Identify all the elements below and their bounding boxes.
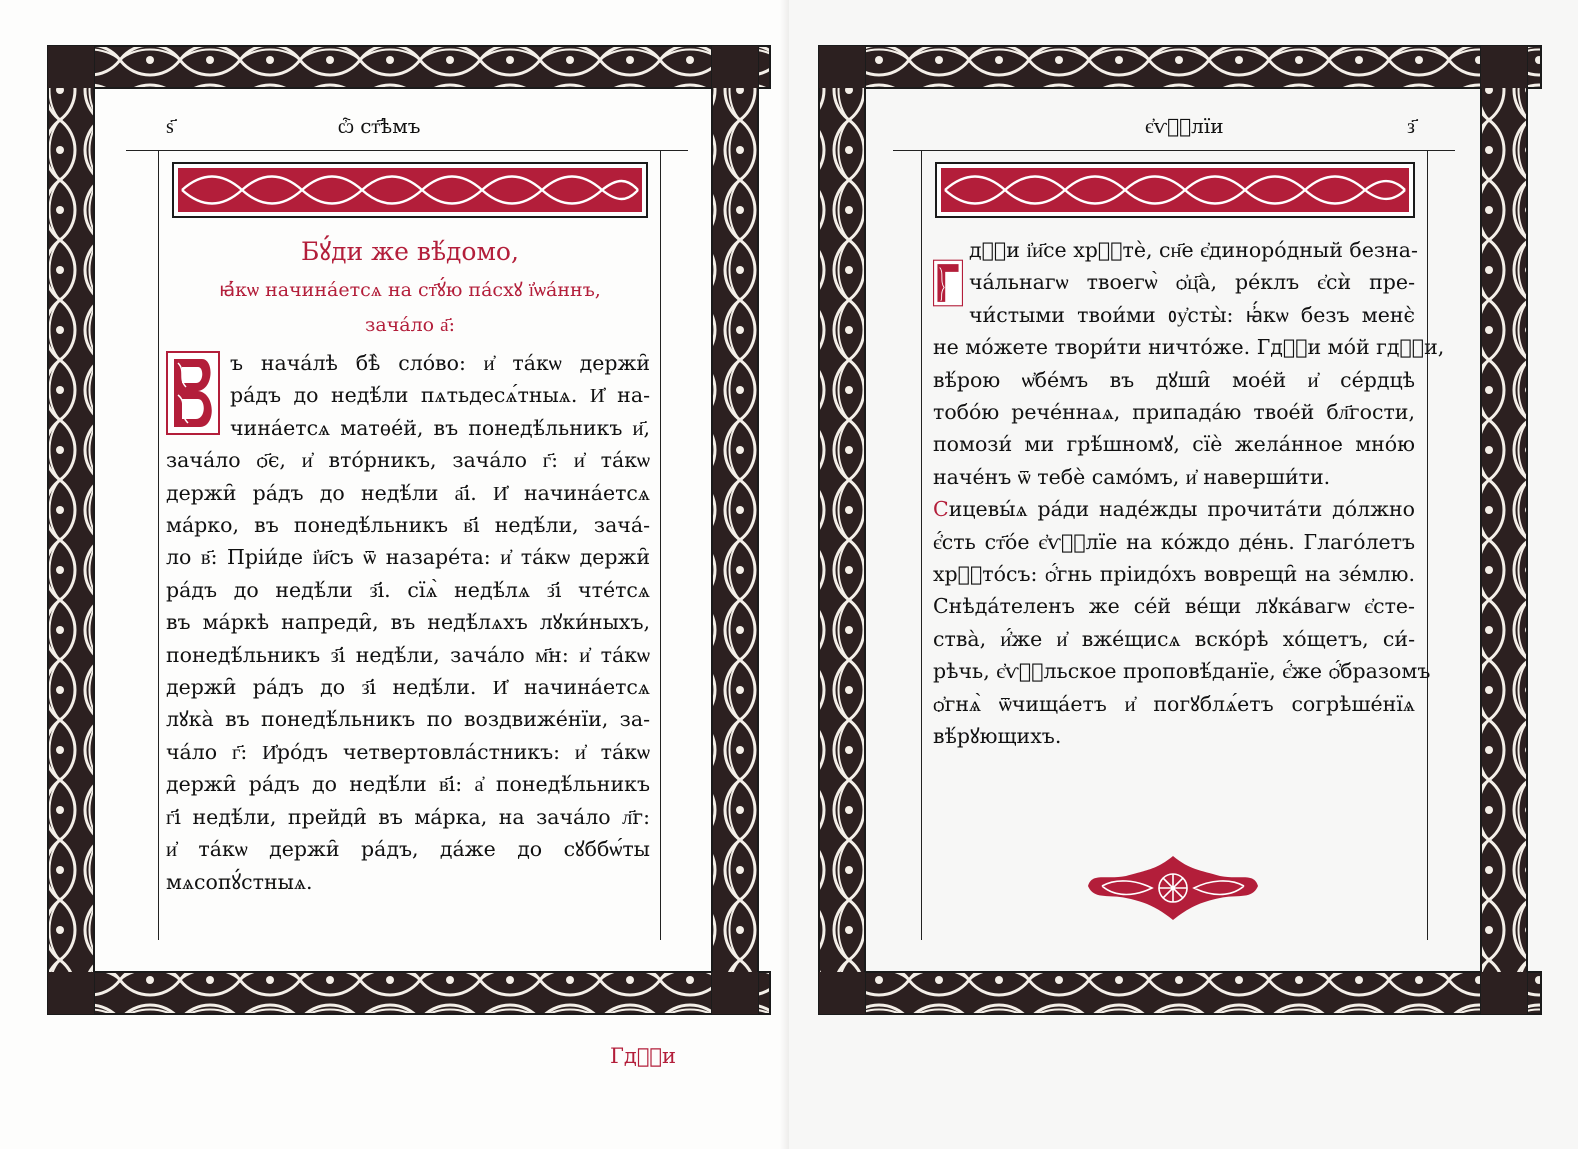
- left-folio-number: ѕ҃: [166, 114, 174, 138]
- dropcap-initial-g: [933, 238, 963, 328]
- body-line: держи̑ ра́дъ до недѣ́ли а҃і. И҆ начина́етсѧ: [166, 480, 650, 505]
- body-line: вѣ́рою ѡ҆бе́мъ въ дꙋши̑ мое́й и҆ се́рдцѣ: [933, 367, 1415, 392]
- left-title: [170, 232, 650, 342]
- body-line: [933, 493, 1415, 525]
- right-page: [789, 0, 1578, 1149]
- body-line: рѣчь, є҆ѵⷢ҇льское проповѣ́данїе, є҆́же ѻ҆́бразомъ: [933, 659, 1431, 684]
- body-line: зача́ло ѻ҃є, и҆ вто́рникъ, зача́ло г҃: и҆ та́кѡ: [166, 448, 650, 473]
- left-body-text: [166, 347, 650, 898]
- body-line: ѻ҆гнѧ̀ ѿчища́етъ и҆ погꙋблѧ́етъ согрѣше́нїѧ: [933, 691, 1415, 716]
- body-line: ма́рко, въ понедѣ́льникъ в҃і недѣ́ли, зача́-: [166, 513, 650, 538]
- body-line: Снѣда́теленъ же се́й ве́щи лꙋка́вагѡ є҆сте-: [933, 594, 1415, 619]
- dropcap-initial-v: [166, 351, 220, 435]
- body-line: не мóжете твори́ти ничто́же. Гдⷭ҇и мо́й гдⷭ҇и,: [933, 335, 1445, 360]
- left-column-rule-right: [660, 150, 661, 940]
- body-line: въ ма́ркѣ напреди̑, въ недѣ́лѧхъ лꙋки́ныхъ,: [166, 610, 650, 635]
- body-line: понедѣ́льникъ з҃і недѣ́ли, зача́ло м҃н: и҆ та́кѡ: [166, 642, 650, 667]
- body-line: держи̑ ра́дъ до з҃і недѣ́ли. И҆ начина́етсѧ: [166, 675, 650, 700]
- body-line: ра́дъ до недѣ́ли з҃і. сїѧ̀ недѣ́лѧ з҃і чте́тсѧ: [166, 577, 650, 602]
- body-line-rest: ицевы́ѧ ра́ди наде́жды прочита́ти дóлжно: [948, 497, 1415, 522]
- body-line: помози́ ми грѣ́шномꙋ, сїѐ жела́нное мно́ю: [933, 432, 1415, 457]
- body-line: тобо́ю рече́ннаѧ, припада́ю твое́й бл҃гости,: [933, 400, 1415, 425]
- body-line: ча́льнагѡ твоегѡ̀ ѻ҆ц҃а̀, ре́клъ є҆сѝ пре-: [969, 270, 1415, 295]
- body-line: и҆ та́кѡ держи̑ ра́дъ, да́же до сꙋббѡ́ты: [166, 837, 650, 862]
- left-running-head: ѽ ст҃ѣмъ: [338, 114, 421, 138]
- body-line: ра́дъ до недѣ́ли пѧтьдесѧ́тныѧ. И҆ на-: [230, 383, 650, 408]
- body-line: ъ нача́лѣ бѣ̀ сло́во: и҆ та́кѡ держи̑: [230, 351, 650, 375]
- body-line: ча́ло г҃: И҆ро́дъ четвертовла́стникъ: и҆ та́кѡ: [166, 739, 650, 764]
- right-headpiece-ornament: [935, 162, 1415, 218]
- rubric-initial: С: [933, 497, 949, 522]
- body-line: хрⷭ҇то́съ: ѻ҆́гнь пріидо́хъ воврещи̑ на зе́млю.: [933, 562, 1415, 587]
- body-line: дⷭ҇и і҆и҃се хрⷭ҇тѐ, сн҃е є҆динорóдный безна-: [969, 238, 1418, 262]
- body-line: є҆́сть ст҃о́е є҆ѵⷢ҇лїе на ко́ждо де́нь. Глаго́летъ: [933, 529, 1415, 554]
- left-headpiece-ornament: [172, 162, 648, 218]
- title-line-3: зача́ло а҃:: [365, 314, 455, 336]
- body-line: мѧсопꙋ́стныѧ.: [166, 869, 313, 894]
- body-line: вѣ́рꙋющихъ.: [933, 724, 1062, 749]
- right-column-rule-left: [921, 150, 922, 940]
- right-body-text: [933, 234, 1445, 753]
- body-line: г҃і недѣ́ли, прейди̑ въ ма́рка, на зача́ло л҃г:: [166, 804, 650, 829]
- body-line: наче́нъ ѿ тебѐ само́мъ, и҆ наверши́ти.: [933, 464, 1331, 489]
- right-running-head: є҆ѵⷢ҇лїи: [1145, 114, 1224, 138]
- catchword: Гдⷭ҇и: [610, 1044, 677, 1068]
- title-line-2: ꙗ҆́кѡ начина́етсѧ на ст҃ꙋ́ю па́схꙋ ї҆ѡа́ннъ,: [219, 279, 601, 301]
- right-column-rule-right: [1427, 150, 1428, 940]
- body-line: чина́етсѧ матѳе́й, въ понедѣ́льникъ и҃,: [230, 415, 650, 440]
- right-header-rule: [893, 150, 1455, 151]
- right-folio-number: з҃: [1407, 114, 1415, 138]
- body-line: ло в҃: Пріи́де і҆и҃съ ѿ назаре́та: и҆ та́кѡ держи̑: [166, 545, 650, 570]
- body-line: лꙋка̀ въ понедѣ́льникъ по воздвиже́нїи, за-: [166, 707, 650, 732]
- body-line: ства̀, и҆́же и҆ вже́щисѧ вско́рѣ хо́щетъ, си́-: [933, 626, 1415, 651]
- body-line: держи̑ ра́дъ до недѣ́ли в҃і: а҆ понедѣ́льникъ: [166, 772, 650, 797]
- left-header-rule: [126, 150, 688, 151]
- body-line: чи́стыми твои́ми ᲂу҆сты̀: ꙗ҆́кѡ безъ менє̀: [969, 302, 1415, 327]
- left-column-rule-left: [158, 150, 159, 940]
- tailpiece-ornament: [1086, 850, 1260, 926]
- title-line-1: Бꙋ́ди же вѣ́домо,: [301, 237, 519, 266]
